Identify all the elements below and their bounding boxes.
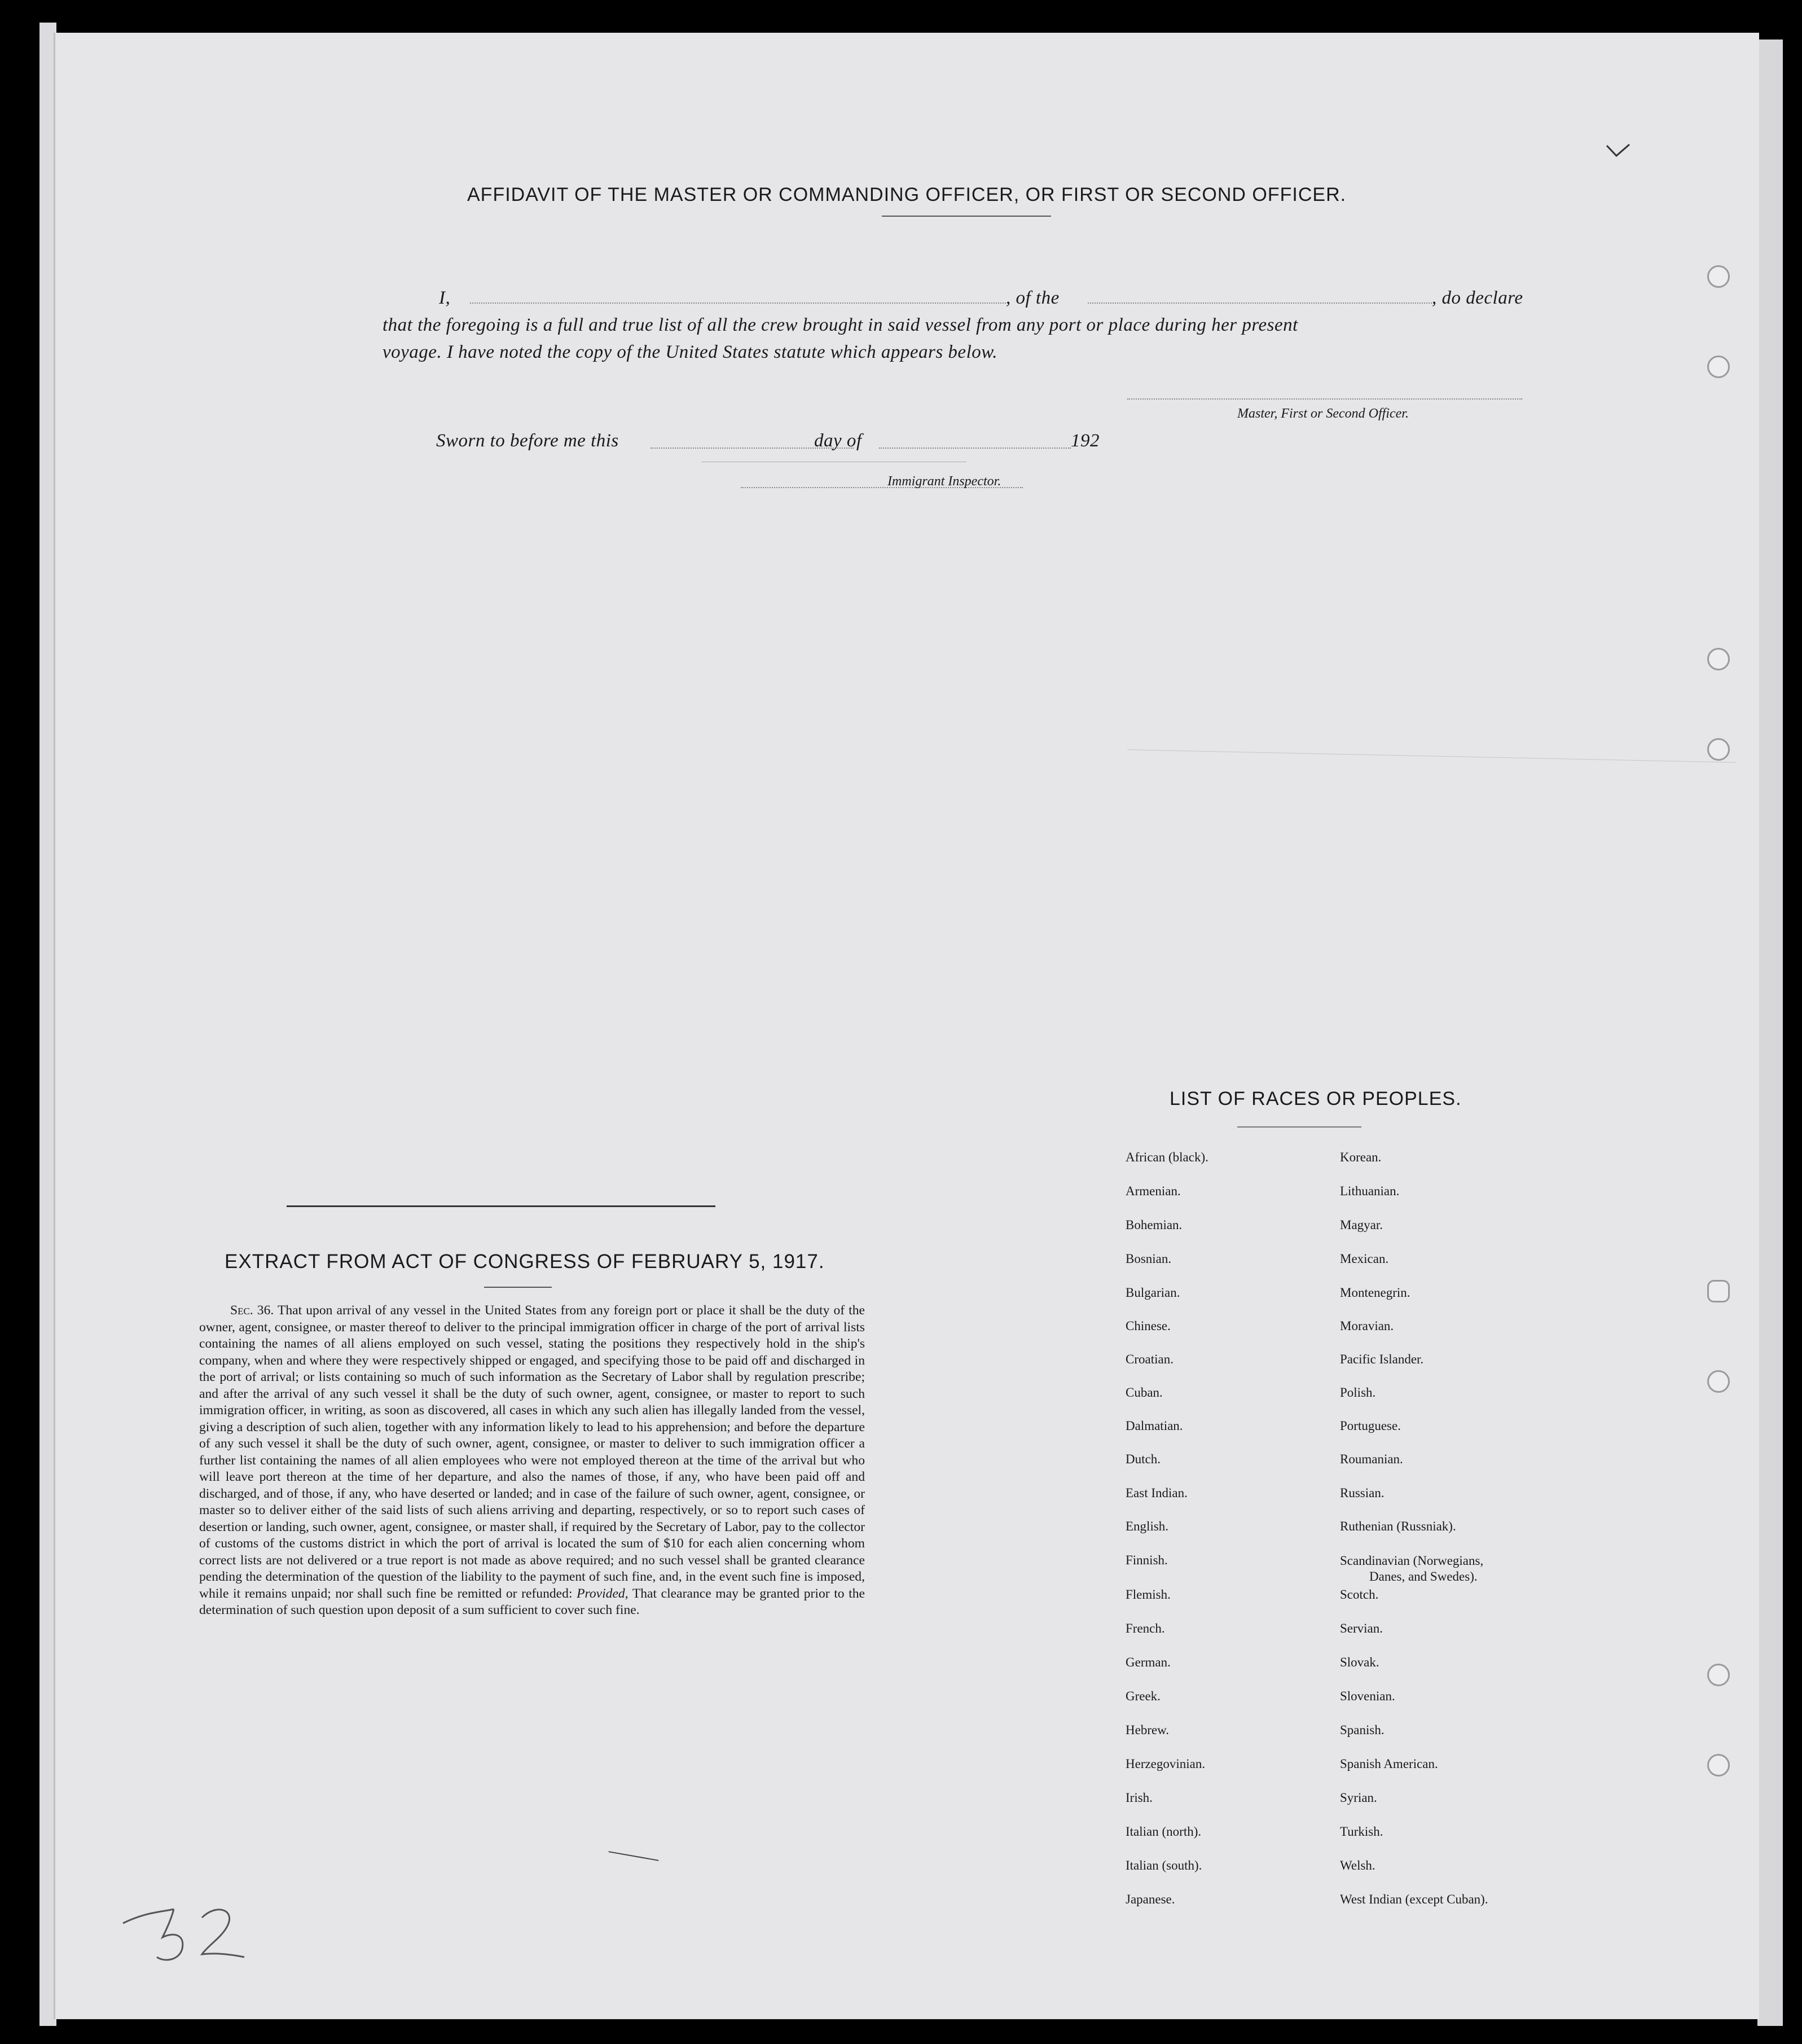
race-right-item: Roumanian. [1340,1452,1403,1466]
race-right-item: Korean. [1340,1150,1382,1164]
race-left-item: Finnish. [1126,1553,1168,1567]
sworn-year: 192 [1071,431,1100,451]
race-right-item: West Indian (except Cuban). [1340,1892,1488,1906]
race-right-item: Mexican. [1340,1252,1389,1266]
extract-body [199,1302,865,1619]
race-right-item: Montenegrin. [1340,1286,1410,1300]
race-right-item: Turkish. [1340,1824,1383,1839]
race-left-item: Croatian. [1126,1352,1174,1366]
race-left-item: Greek. [1126,1689,1161,1703]
race-left-item: East Indian. [1126,1486,1188,1500]
extract-top-rule [287,1205,715,1207]
race-left-item: English. [1126,1519,1169,1533]
race-right-item-scandinavian [1340,1553,1543,1585]
stray-mark [609,1851,659,1861]
race-right-item: Spanish. [1340,1723,1385,1737]
binder-hole [1707,648,1730,670]
binder-hole [1707,738,1730,761]
binder-hole [1707,1280,1730,1302]
race-right-item: Scotch. [1340,1587,1379,1602]
affidavit-of-the: , of the [1006,288,1060,308]
race-left-item: Japanese. [1126,1892,1175,1906]
inspector-caption: Immigrant Inspector. [887,474,1001,489]
month-blank-line [879,448,1071,449]
race-right-item: Russian. [1340,1486,1385,1500]
race-left-item: Herzegovinian. [1126,1757,1206,1771]
race-right-item: Moravian. [1340,1319,1394,1333]
race-left-item: Chinese. [1126,1319,1171,1333]
binder-hole [1707,1754,1730,1777]
race-left-item: Italian (south). [1126,1858,1202,1872]
title-underline [882,216,1051,217]
name-blank-line [470,302,1006,304]
binder-hole [1707,356,1730,378]
extract-title: EXTRACT FROM ACT OF CONGRESS OF FEBRUARY 5, 1917. [225,1251,825,1273]
race-left-item: Bohemian. [1126,1218,1183,1232]
binder-hole [1707,1370,1730,1393]
affidavit-do-declare: , do declare [1432,288,1523,308]
signature-caption: Master, First or Second Officer. [1237,406,1409,421]
race-right-item: Slovenian. [1340,1689,1395,1703]
race-left-item: Armenian. [1126,1184,1181,1198]
crease-line [1127,749,1737,763]
race-right-item-continuation: Danes, and Swedes). [1369,1569,1478,1584]
vessel-blank-line [1088,302,1432,304]
race-left-item: Cuban. [1126,1385,1163,1400]
provided-word: Provided, [577,1586,628,1601]
page-edge-right [1757,40,1783,2026]
race-left-item: Hebrew. [1126,1723,1170,1737]
race-right-item: Slovak. [1340,1655,1379,1669]
affidavit-line-3: voyage. I have noted the copy of the United States statute which appears below. [383,342,998,362]
signature-line [1127,398,1522,400]
document-page [54,33,1759,2019]
race-right-item: Portuguese. [1340,1419,1401,1433]
races-title-underline [1237,1126,1361,1128]
binder-hole [1707,265,1730,288]
race-right-item: Syrian. [1340,1791,1377,1805]
section-text-end: That clearance may be granted prior to the determination of such question upon deposit of a sum sufficient to cover such fine. [199,1586,865,1617]
race-right-item: Ruthenian (Russniak). [1340,1519,1456,1533]
corner-check-mark [1604,140,1632,163]
section-text: That upon arrival of any vessel in the United States from any foreign port or place it shall be the duty of the owner, agent, consignee, or master thereof to deliver to the principal immigration officer in charge of the port of arrival lists containing the names of all aliens employed on such vessel, stating the positions they respectively hold in the ship's company, when and where they were respectively shipped or engaged, and specifying those to be paid off and discharged in the port of arrival; or lists containing so much of such information as the Secretary of Labor shall by regulation prescribe; and after the arrival of any such vessel it shall be the duty of such owner, agent, consignee, or master to report to such immigration officer, in writing, as soon as discovered, all cases in which any such alien has illegally landed from the vessel, giving a description of such alien, together with any information likely to lead to his apprehension; and before the departure of any such vessel it shall be the duty of such owner, agent, consignee, or master to deliver to such immigration officer a further list containing the names of all alien employees who were not employed thereon at the time of the arrival but who will leave port thereon at the time of her departure, and also the names of those, if any, who have been paid off and discharged, and of those, if any, who have deserted or landed; and in case of the failure of such owner, agent, consignee, or master so to deliver either of the said lists of such aliens arriving and departing, respectively, or so to report such cases of desertion or landing, such owner, agent, consignee, or master shall, if required by the Secretary of Labor, pay to the collector of customs of the customs district in which the port of arrival is located the sum of $10 for each alien concerning whom correct lists are not delivered or a true report is not made as above required; and no such vessel shall be granted clearance pending the determination of the question of the liability to the payment of such fine, and, in the event such fine is imposed, while it remains unpaid; nor shall such fine be remitted or refunded: [199,1303,865,1601]
affidavit-i: I, [439,288,451,308]
race-left-item: German. [1126,1655,1171,1669]
race-left-item: French. [1126,1621,1165,1635]
sworn-day-of: day of [814,431,862,451]
race-right-item: Spanish American. [1340,1757,1438,1771]
binder-hole [1707,1664,1730,1686]
race-left-item: Flemish. [1126,1587,1171,1602]
extract-title-underline [484,1287,552,1288]
race-right-item: Magyar. [1340,1218,1383,1232]
race-right-item: Lithuanian. [1340,1184,1400,1198]
race-left-item: Dutch. [1126,1452,1161,1466]
race-left-item: African (black). [1126,1150,1208,1164]
race-right-item: Welsh. [1340,1858,1375,1872]
section-label: Sec. 36. [230,1303,274,1318]
race-left-item: Irish. [1126,1791,1153,1805]
race-right-item: Scandinavian (Norwegians, [1340,1554,1484,1568]
race-left-item: Italian (north). [1126,1824,1202,1839]
sworn-prefix: Sworn to before me this [436,431,619,451]
race-right-item: Pacific Islander. [1340,1352,1424,1366]
affidavit-title: AFFIDAVIT OF THE MASTER OR COMMANDING OFFICER, OR FIRST OR SECOND OFFICER. [467,184,1347,205]
races-title: LIST OF RACES OR PEOPLES. [1170,1088,1462,1109]
affidavit-line-2: that the foregoing is a full and true list of all the crew brought in said vessel from any port or place during her present [383,315,1298,335]
race-right-item: Servian. [1340,1621,1383,1635]
race-left-item: Bosnian. [1126,1252,1172,1266]
race-right-item: Polish. [1340,1385,1376,1400]
race-left-item: Bulgarian. [1126,1286,1180,1300]
handwritten-mark [117,1878,264,1974]
race-left-item: Dalmatian. [1126,1419,1183,1433]
